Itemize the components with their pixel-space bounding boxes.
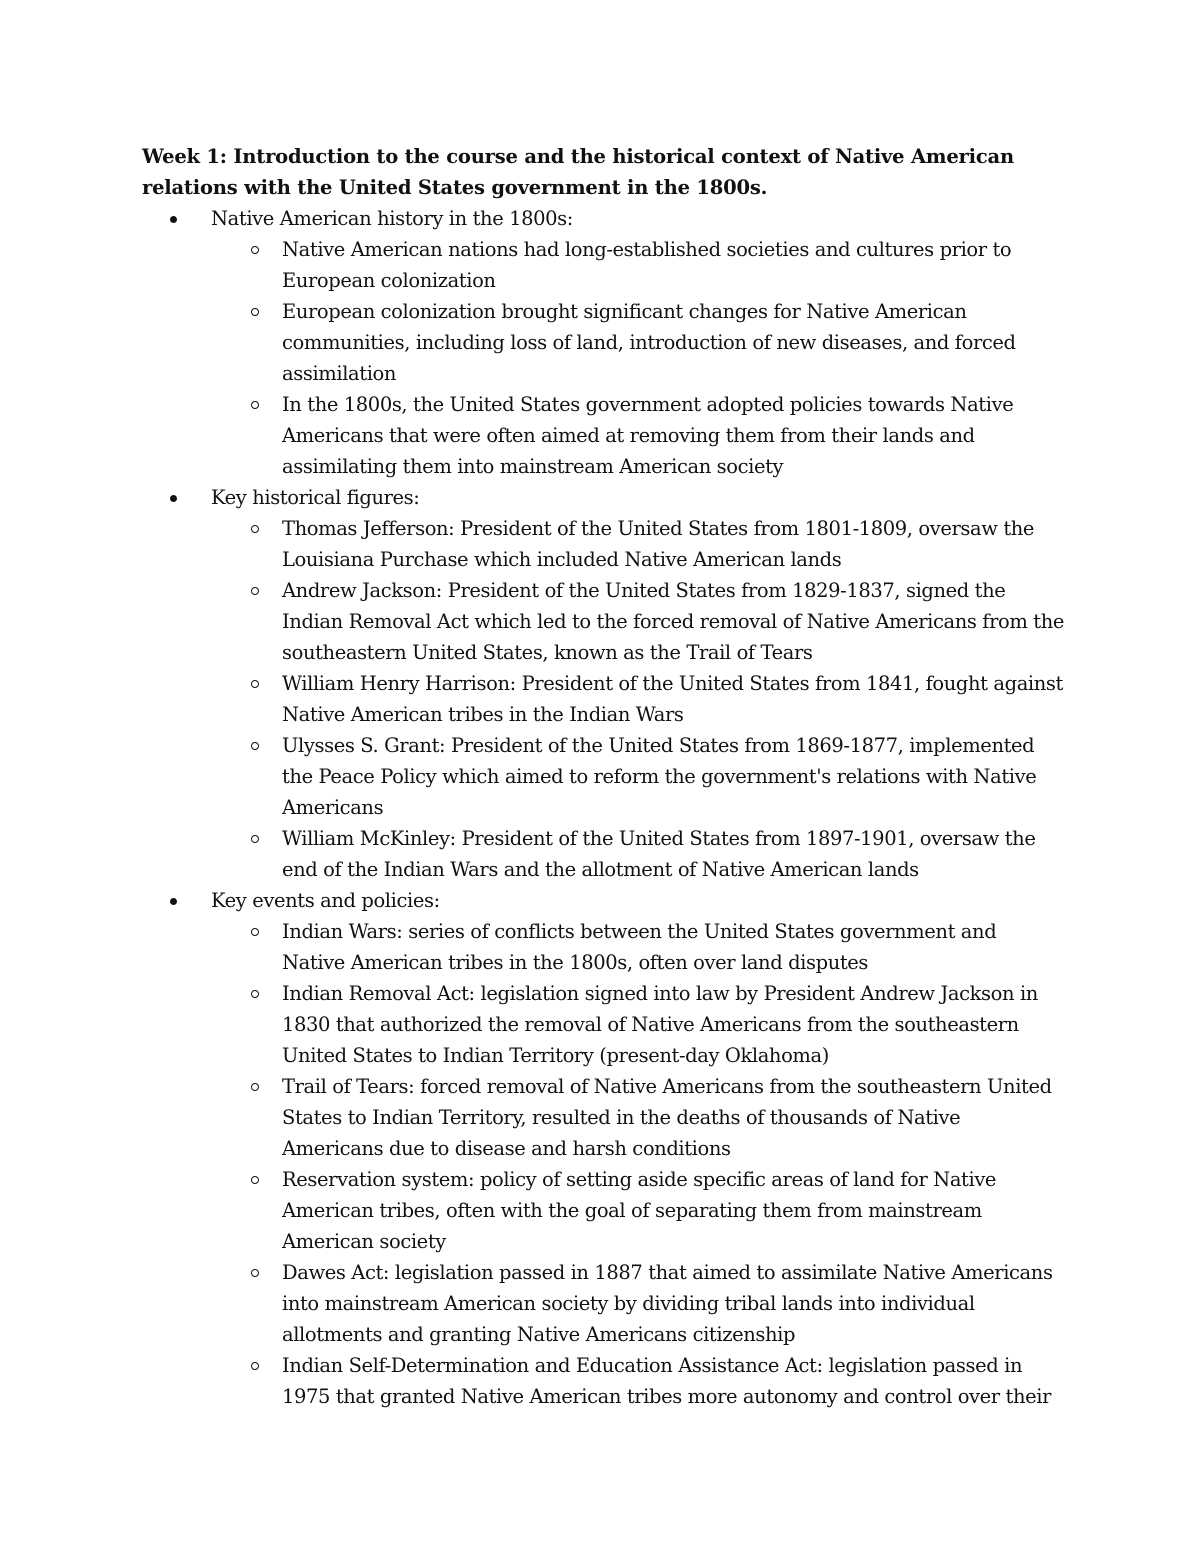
circle-bullet-icon: [251, 308, 259, 316]
list-item: [211, 978, 1064, 1071]
circle-bullet-icon: [251, 990, 259, 998]
circle-bullet-icon: [251, 401, 259, 409]
section-label: Native American history in the 1800s:: [211, 207, 573, 230]
circle-bullet-icon: [251, 928, 259, 936]
list-item: [211, 1071, 1064, 1164]
list-item: [211, 730, 1064, 823]
list-item-text: Indian Self-Determination and Education Assistance Act: legislation passed in 1975 that granted Native American tribes more autonomy and control over their: [282, 1354, 1052, 1408]
circle-bullet-icon: [251, 1083, 259, 1091]
circle-bullet-icon: [251, 1176, 259, 1184]
list-item-text: Trail of Tears: forced removal of Native Americans from the southeastern United States to Indian Territory, resulted in the deaths of thousands of Native Americans due to disease and harsh conditions: [282, 1075, 1052, 1160]
list-item: [211, 668, 1064, 730]
disc-bullet-icon: [170, 495, 177, 502]
list-item: [211, 513, 1064, 575]
sub-list: [142, 234, 1064, 482]
circle-bullet-icon: [251, 1362, 259, 1370]
list-item: [211, 823, 1064, 885]
week-heading: Week 1: Introduction to the course and the historical context of Native American relations with the United States government in the 1800s.: [142, 145, 1014, 199]
list-item: [211, 916, 1064, 978]
list-item-text: Dawes Act: legislation passed in 1887 that aimed to assimilate Native Americans into mainstream American society by dividing tribal lands into individual allotments and granting Native Americans citizenship: [282, 1261, 1053, 1346]
list-item-text: Native American nations had long-established societies and cultures prior to European colonization: [282, 238, 1012, 292]
document-content: [142, 141, 1064, 1412]
list-item-text: In the 1800s, the United States government adopted policies towards Native Americans that were often aimed at removing them from their lands and assimilating them into mainstream American society: [282, 393, 1014, 478]
circle-bullet-icon: [251, 525, 259, 533]
list-item: [211, 1257, 1064, 1350]
list-item-text: Andrew Jackson: President of the United States from 1829-1837, signed the Indian Removal Act which led to the forced removal of Native Americans from the southeastern United States, known as the Trail of Tears: [282, 579, 1065, 664]
circle-bullet-icon: [251, 835, 259, 843]
list-item: [211, 575, 1064, 668]
list-item: [211, 1164, 1064, 1257]
list-item-text: William Henry Harrison: President of the United States from 1841, fought against Native American tribes in the Indian Wars: [282, 672, 1063, 726]
list-item: [211, 234, 1064, 296]
list-item: [211, 296, 1064, 389]
list-item-text: Reservation system: policy of setting aside specific areas of land for Native American tribes, often with the goal of separating them from mainstream American society: [282, 1168, 997, 1253]
list-item-text: Indian Wars: series of conflicts between the United States government and Native American tribes in the 1800s, often over land disputes: [282, 920, 997, 974]
circle-bullet-icon: [251, 587, 259, 595]
section-label: Key historical figures:: [211, 486, 420, 509]
circle-bullet-icon: [251, 742, 259, 750]
list-item-text: Indian Removal Act: legislation signed into law by President Andrew Jackson in 1830 that authorized the removal of Native Americans from the southeastern United States to Indian Territory (present-day Oklahoma): [282, 982, 1038, 1067]
list-item-text: Thomas Jefferson: President of the United States from 1801-1809, oversaw the Louisiana Purchase which included Native American lands: [282, 517, 1035, 571]
outline-list: [142, 203, 1064, 1412]
circle-bullet-icon: [251, 680, 259, 688]
list-item: [211, 1350, 1064, 1412]
sub-list: [142, 916, 1064, 1412]
disc-bullet-icon: [170, 898, 177, 905]
disc-bullet-icon: [170, 216, 177, 223]
list-item-text: European colonization brought significant changes for Native American communities, including loss of land, introduction of new diseases, and forced assimilation: [282, 300, 1016, 385]
section-figures: [142, 482, 1064, 885]
sub-list: [142, 513, 1064, 885]
section-history: [142, 203, 1064, 482]
list-item-text: William McKinley: President of the United States from 1897-1901, oversaw the end of the Indian Wars and the allotment of Native American lands: [282, 827, 1036, 881]
list-item: [211, 389, 1064, 482]
section-label: Key events and policies:: [211, 889, 440, 912]
circle-bullet-icon: [251, 1269, 259, 1277]
list-item-text: Ulysses S. Grant: President of the United States from 1869-1877, implemented the Peace Policy which aimed to reform the government's relations with Native Americans: [282, 734, 1037, 819]
section-events: [142, 885, 1064, 1412]
circle-bullet-icon: [251, 246, 259, 254]
